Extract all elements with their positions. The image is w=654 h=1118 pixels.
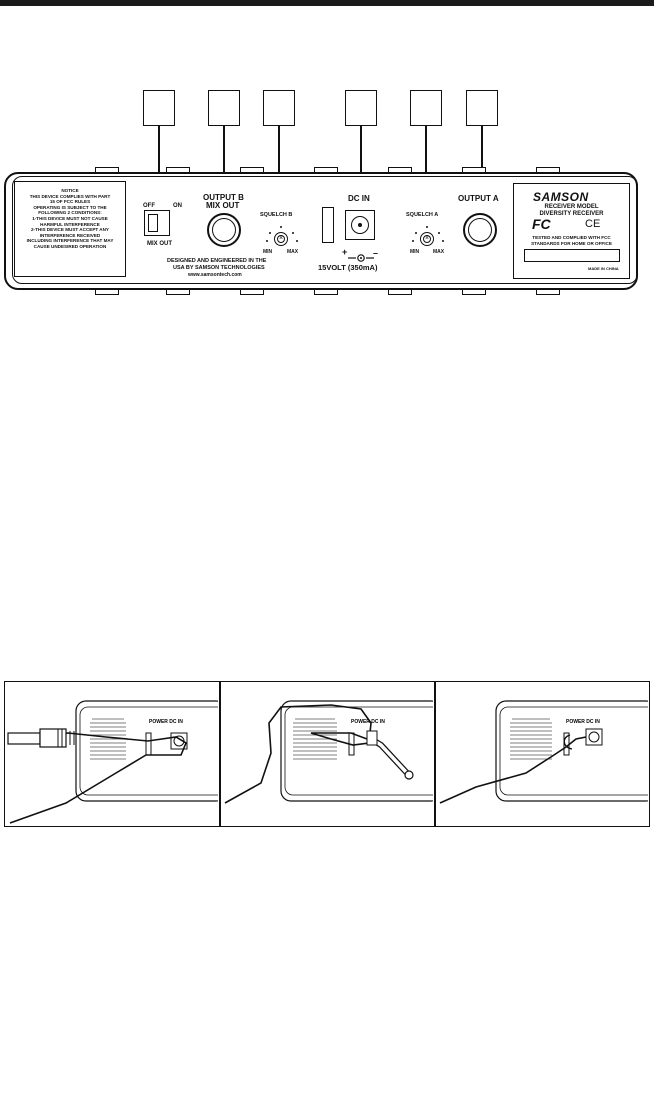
notice-line: FOLLOWING 2 CONDITIONS:	[38, 210, 102, 216]
output-b-jack-inner[interactable]	[212, 218, 236, 242]
notice-line: HARMFUL INTERFERENCE	[40, 221, 100, 227]
polarity-minus: –	[373, 248, 379, 258]
callout-box-1	[143, 90, 175, 126]
squelch-b-max-label: MAX	[287, 249, 299, 255]
knob-tick	[269, 232, 271, 234]
mix-out-switch-lever[interactable]	[148, 214, 158, 232]
notice-line: THIS DEVICE COMPLIES WITH PART	[29, 193, 111, 199]
fcc-notice	[14, 181, 126, 277]
output-a-label: OUTPUT A	[458, 194, 499, 203]
knob-tick	[415, 232, 417, 234]
made-in-text: MADE IN CHINA	[588, 266, 619, 271]
knob-tick	[426, 226, 428, 228]
dc-in-jack-pin[interactable]	[358, 223, 362, 227]
knob-tick	[296, 240, 298, 242]
knob-tick	[442, 240, 444, 242]
knob-tick	[280, 226, 282, 228]
tested-line2: STANDARDS FOR HOME OR OFFICE	[531, 241, 612, 246]
squelch-a-max-label: MAX	[433, 249, 445, 255]
knob-tick	[412, 240, 414, 242]
cable-clip-slot	[322, 207, 334, 243]
notice-line: 1-THIS DEVICE MUST NOT CAUSE	[32, 215, 108, 221]
power-dc-in-text: POWER DC IN	[566, 719, 600, 725]
callout-box-6	[466, 90, 498, 126]
notice-line: CAUSE UNDESIRED OPERATION	[33, 243, 107, 249]
polarity-plus: +	[342, 247, 348, 257]
power-dc-in-text: POWER DC IN	[351, 719, 385, 725]
power-dc-in-text: POWER DC IN	[149, 719, 183, 725]
squelch-b-label: SQUELCH B	[260, 212, 293, 218]
model-line1: RECEIVER MODEL	[544, 204, 599, 210]
cable-step-3-illustration	[436, 683, 648, 825]
serial-label-area	[524, 249, 620, 262]
output-b-mix-out-label: MIX OUT	[206, 201, 240, 210]
ce-mark: CE	[585, 218, 601, 230]
knob-tick	[292, 232, 294, 234]
notice-line: NOTICE	[61, 188, 79, 193]
website-text: www.samsontech.com	[188, 272, 242, 278]
dc-in-label: DC IN	[348, 194, 370, 203]
polarity-icon	[346, 254, 376, 262]
output-b-label: OUTPUT B	[203, 193, 244, 202]
brand-logo: SAMSON	[533, 190, 589, 204]
squelch-b-knob-center[interactable]: ×	[278, 235, 284, 242]
notice-line: 15 OF FCC RULES	[49, 199, 91, 205]
notice-line: INTERFERENCE RECEIVED	[39, 232, 101, 238]
tested-line1: TESTED AND COMPLIED WITH FCC	[532, 235, 611, 240]
squelch-b-min-label: MIN	[263, 249, 273, 255]
knob-tick	[438, 232, 440, 234]
notice-line: INCLUDING INTERFERENCE THAT MAY	[26, 238, 114, 244]
model-line2: DIVERSITY RECEIVER	[539, 211, 604, 217]
callout-box-4	[345, 90, 377, 126]
designed-text-line2: USA BY SAMSON TECHNOLOGIES	[173, 265, 265, 271]
squelch-a-label: SQUELCH A	[406, 212, 439, 218]
callout-box-2	[208, 90, 240, 126]
switch-off-label: OFF	[143, 203, 155, 209]
knob-tick	[266, 240, 268, 242]
squelch-a-min-label: MIN	[410, 249, 420, 255]
squelch-a-knob-center[interactable]: ×	[424, 235, 430, 242]
callout-box-3	[263, 90, 295, 126]
cable-step-1-illustration	[6, 683, 218, 825]
notice-line: OPERATING IS SUBJECT TO THE	[33, 204, 107, 210]
switch-caption: MIX OUT	[147, 241, 172, 247]
notice-line: 2-THIS DEVICE MUST ACCEPT ANY	[30, 227, 109, 233]
output-a-jack-inner[interactable]	[468, 218, 492, 242]
cable-step-2-illustration	[221, 683, 433, 825]
switch-on-label: ON	[173, 203, 182, 209]
fcc-mark: FC	[532, 216, 551, 232]
designed-text-line1: DESIGNED AND ENGINEERED IN THE	[167, 258, 267, 264]
callout-box-5	[410, 90, 442, 126]
power-rating-label: 15VOLT (350mA)	[318, 263, 378, 272]
header-bar	[0, 0, 654, 6]
